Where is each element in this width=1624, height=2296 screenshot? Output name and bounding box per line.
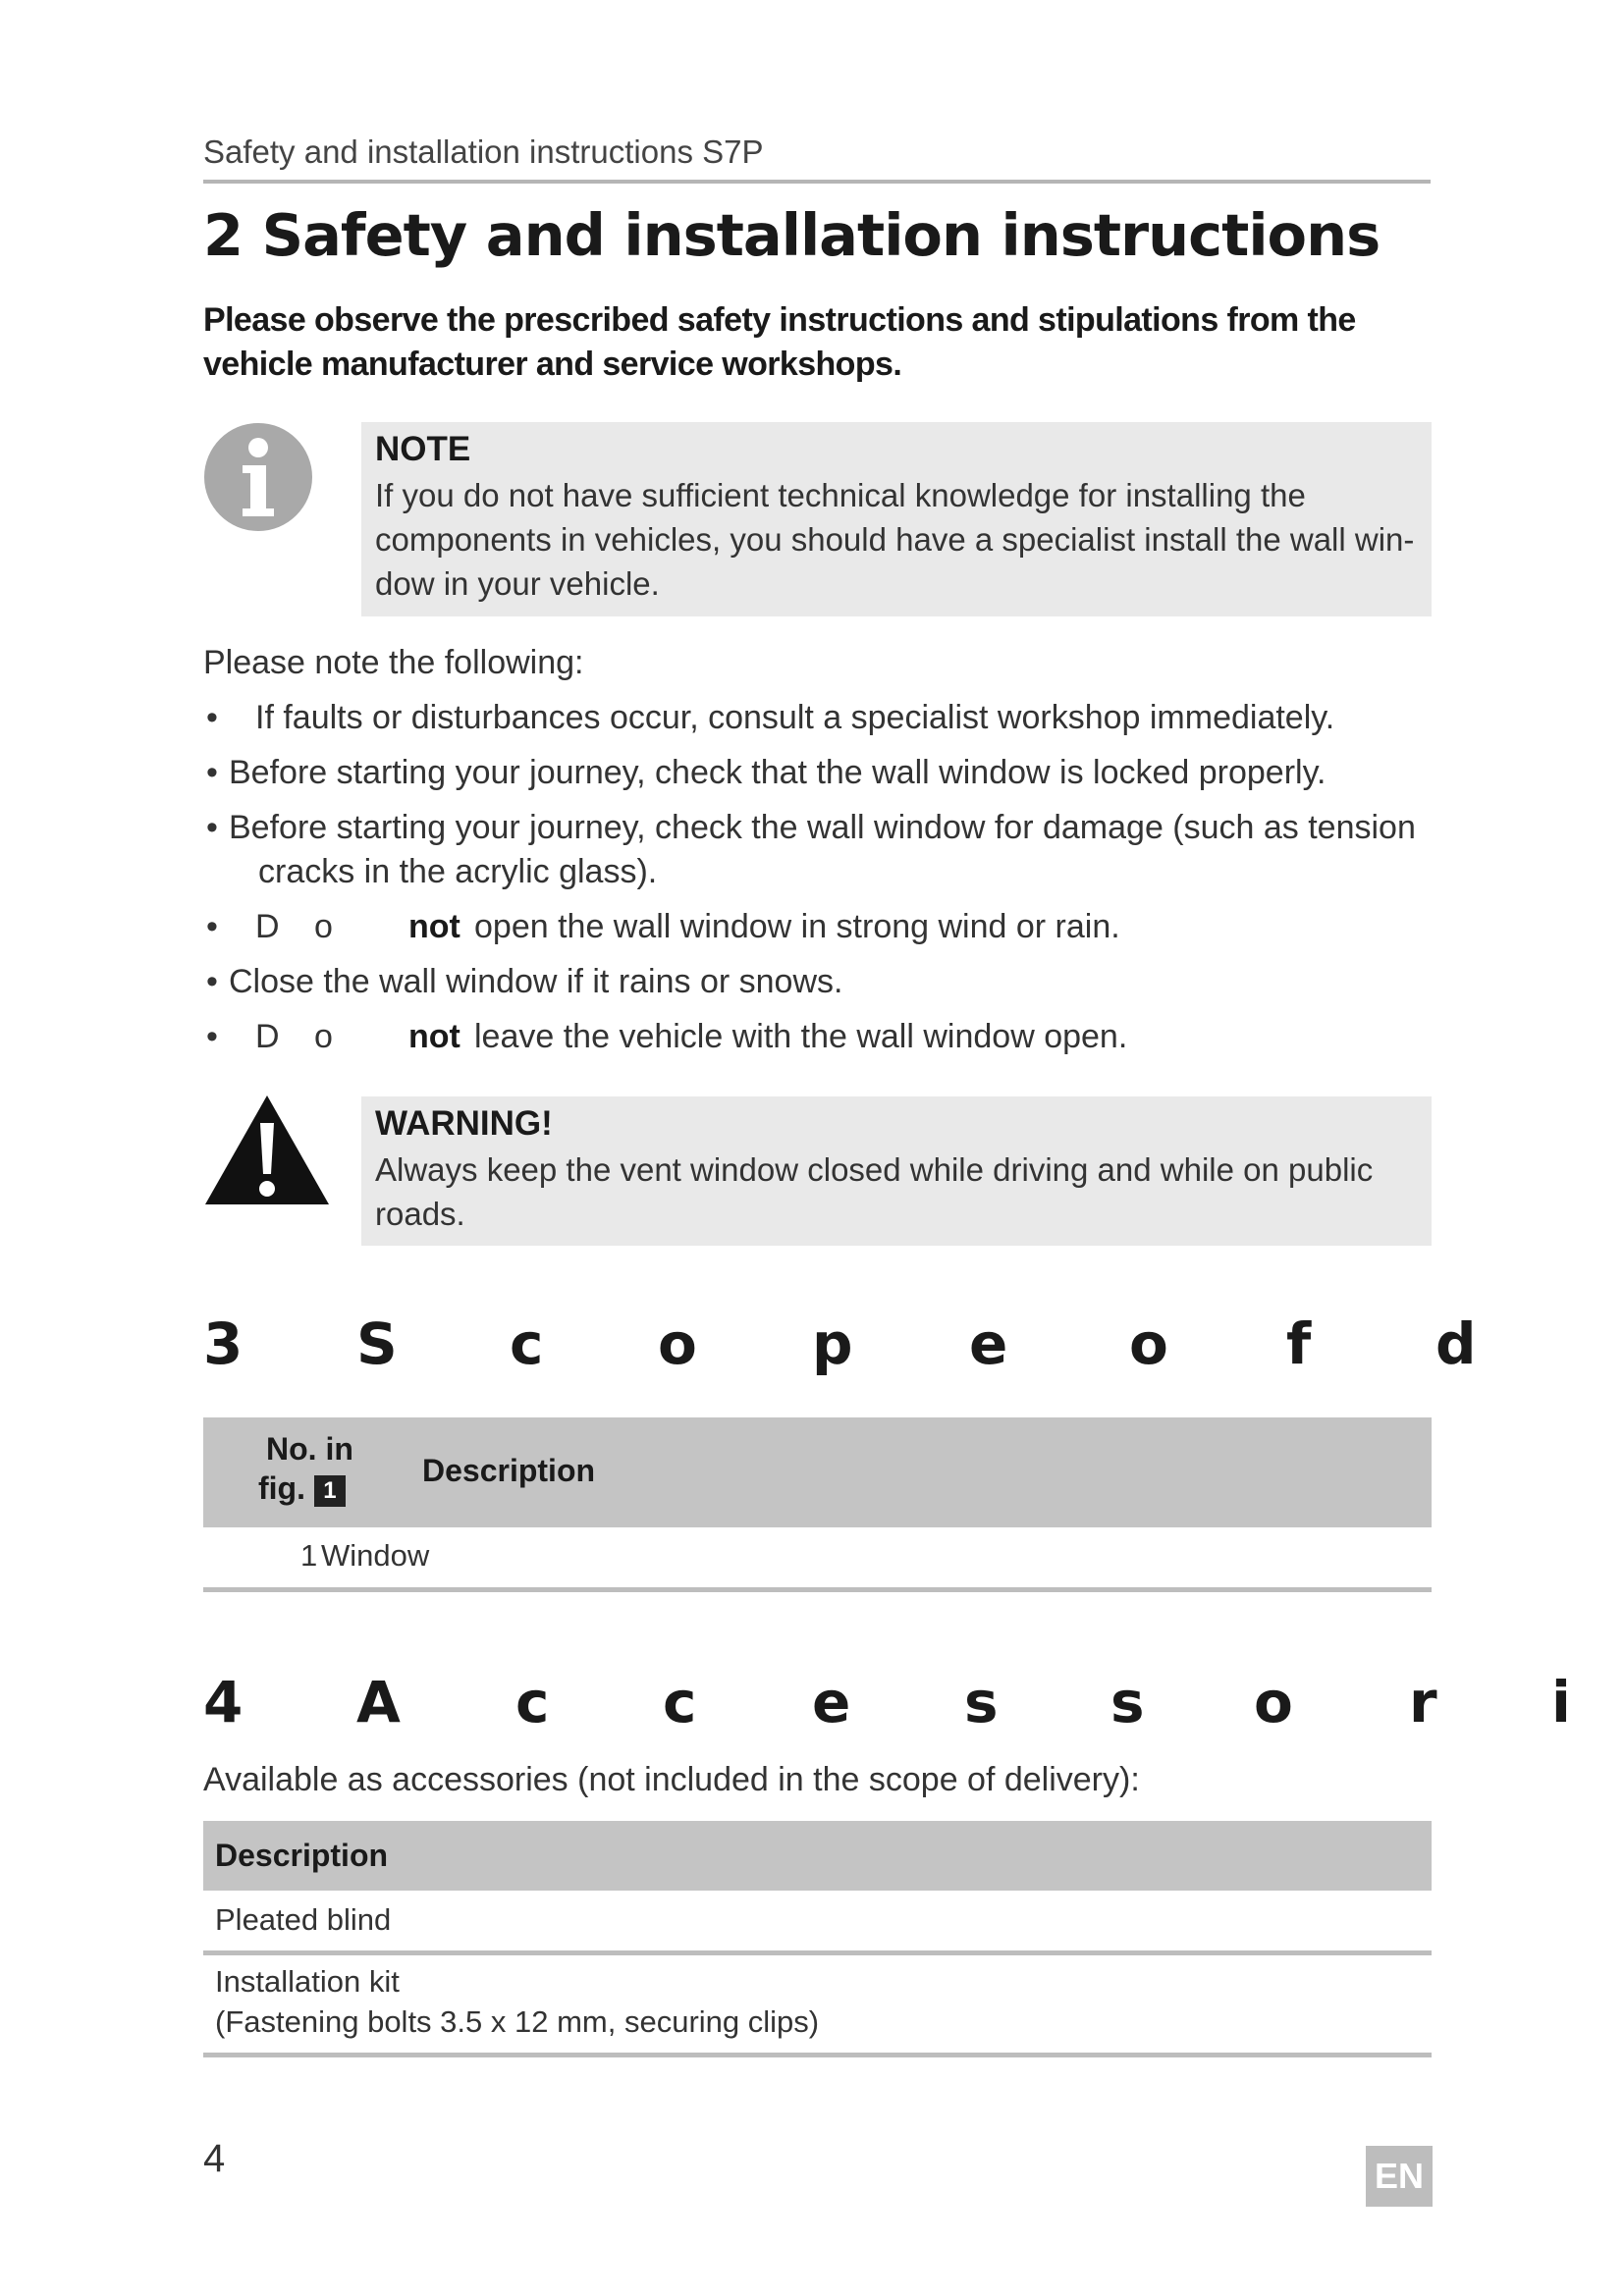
section-4-title (203, 1669, 1624, 1737)
lead-line-1: Please observe the prescribed safety instructions and stipulations from the (203, 301, 1356, 339)
table-row-description: Window (321, 1538, 430, 1573)
table-row-installation-kit-detail: (Fastening bolts 3.5 x 12 mm, securing clips) (215, 2004, 820, 2039)
column-header-fig (258, 1470, 346, 1507)
table-row-installation-kit: Installation kit (215, 1964, 400, 1999)
heading-char: A (356, 1669, 401, 1735)
heading-char: o (658, 1310, 697, 1377)
scope-table-header (203, 1417, 1432, 1527)
bullet-6-letter-o: o (314, 1018, 333, 1055)
running-header: Safety and installation instructions S7P (203, 133, 764, 170)
heading-char: f (1286, 1310, 1312, 1377)
bullet-marker: • (206, 1018, 218, 1055)
bullet-marker: • (206, 809, 218, 846)
note-line-2: components in vehicles, you should have a specialist install the wall win- (375, 521, 1415, 558)
accessories-table-header (203, 1821, 1432, 1891)
table-divider (203, 1950, 1432, 1955)
info-icon (203, 422, 313, 532)
bullet-4-letter-o: o (314, 908, 333, 945)
language-badge: EN (1366, 2146, 1433, 2207)
heading-char: 4 (203, 1669, 244, 1735)
section-3-title (203, 1310, 1624, 1379)
heading-char: d (1435, 1310, 1477, 1377)
heading-char: o (1254, 1669, 1293, 1735)
bullet-4-emphasis: not (408, 908, 460, 945)
column-header-fig-label: fig. (258, 1470, 305, 1506)
table-divider (203, 1587, 1432, 1592)
column-header-description: Description (215, 1838, 389, 1873)
heading-char: s (964, 1669, 999, 1735)
bullet-text-6: leave the vehicle with the wall window open. (474, 1018, 1128, 1055)
accessories-intro: Available as accessories (not included in the scope of delivery): (203, 1761, 1140, 1798)
bullet-4-letter-d: D (255, 908, 280, 945)
warning-line-1: Always keep the vent window closed while driving and while on public (375, 1151, 1374, 1188)
page-number: 4 (203, 2137, 226, 2180)
note-title: NOTE (375, 430, 471, 468)
column-header-no: No. in (266, 1431, 353, 1467)
header-divider (203, 180, 1431, 184)
heading-char: c (515, 1669, 550, 1735)
bullet-text-3b: cracks in the acrylic glass). (258, 853, 658, 890)
bullet-text-3a: Before starting your journey, check the wall window for damage (such as tension (229, 809, 1416, 846)
note-line-3: dow in your vehicle. (375, 565, 660, 602)
warning-title: WARNING! (375, 1104, 553, 1143)
heading-char: c (663, 1669, 697, 1735)
bullet-marker: • (206, 754, 218, 791)
heading-char: s (1110, 1669, 1145, 1735)
heading-char: r (1409, 1669, 1437, 1735)
heading-char: 3 (203, 1310, 244, 1377)
warning-box (361, 1096, 1432, 1246)
warning-line-2: roads. (375, 1196, 465, 1232)
heading-char: o (1129, 1310, 1168, 1377)
heading-char: S (356, 1310, 398, 1377)
note-line-1: If you do not have sufficient technical knowledge for installing the (375, 477, 1306, 513)
heading-char: c (510, 1310, 544, 1377)
lead-line-2: vehicle manufacturer and service workshops. (203, 346, 902, 383)
note-text (375, 473, 1426, 606)
note-box (361, 422, 1432, 616)
section-2-title: 2 Safety and installation instructions (203, 201, 1380, 269)
heading-char: e (812, 1669, 851, 1735)
bullet-text-2: Before starting your journey, check that the wall window is locked properly. (229, 754, 1326, 791)
bullet-6-emphasis: not (408, 1018, 460, 1055)
heading-char: i (1551, 1669, 1571, 1735)
warning-triangle-icon (203, 1094, 331, 1206)
bullet-marker: • (206, 699, 218, 736)
bullet-text-1: If faults or disturbances occur, consult a specialist workshop immediately. (255, 699, 1335, 736)
bullet-marker: • (206, 908, 218, 945)
section-2-lead (203, 298, 1440, 387)
table-row-pleated-blind: Pleated blind (215, 1902, 392, 1937)
warning-text (375, 1148, 1426, 1236)
column-header-description: Description (422, 1453, 596, 1488)
bullet-text-5: Close the wall window if it rains or snows. (229, 963, 843, 1000)
figure-reference-badge: 1 (314, 1475, 346, 1507)
table-divider (203, 2053, 1432, 2057)
heading-char: e (969, 1310, 1008, 1377)
bullet-text-4: open the wall window in strong wind or rain. (474, 908, 1120, 945)
bullet-6-letter-d: D (255, 1018, 280, 1055)
bullet-marker: • (206, 963, 218, 1000)
list-intro: Please note the following: (203, 644, 584, 681)
heading-char: p (812, 1310, 853, 1377)
table-row-number: 1 (300, 1538, 318, 1573)
